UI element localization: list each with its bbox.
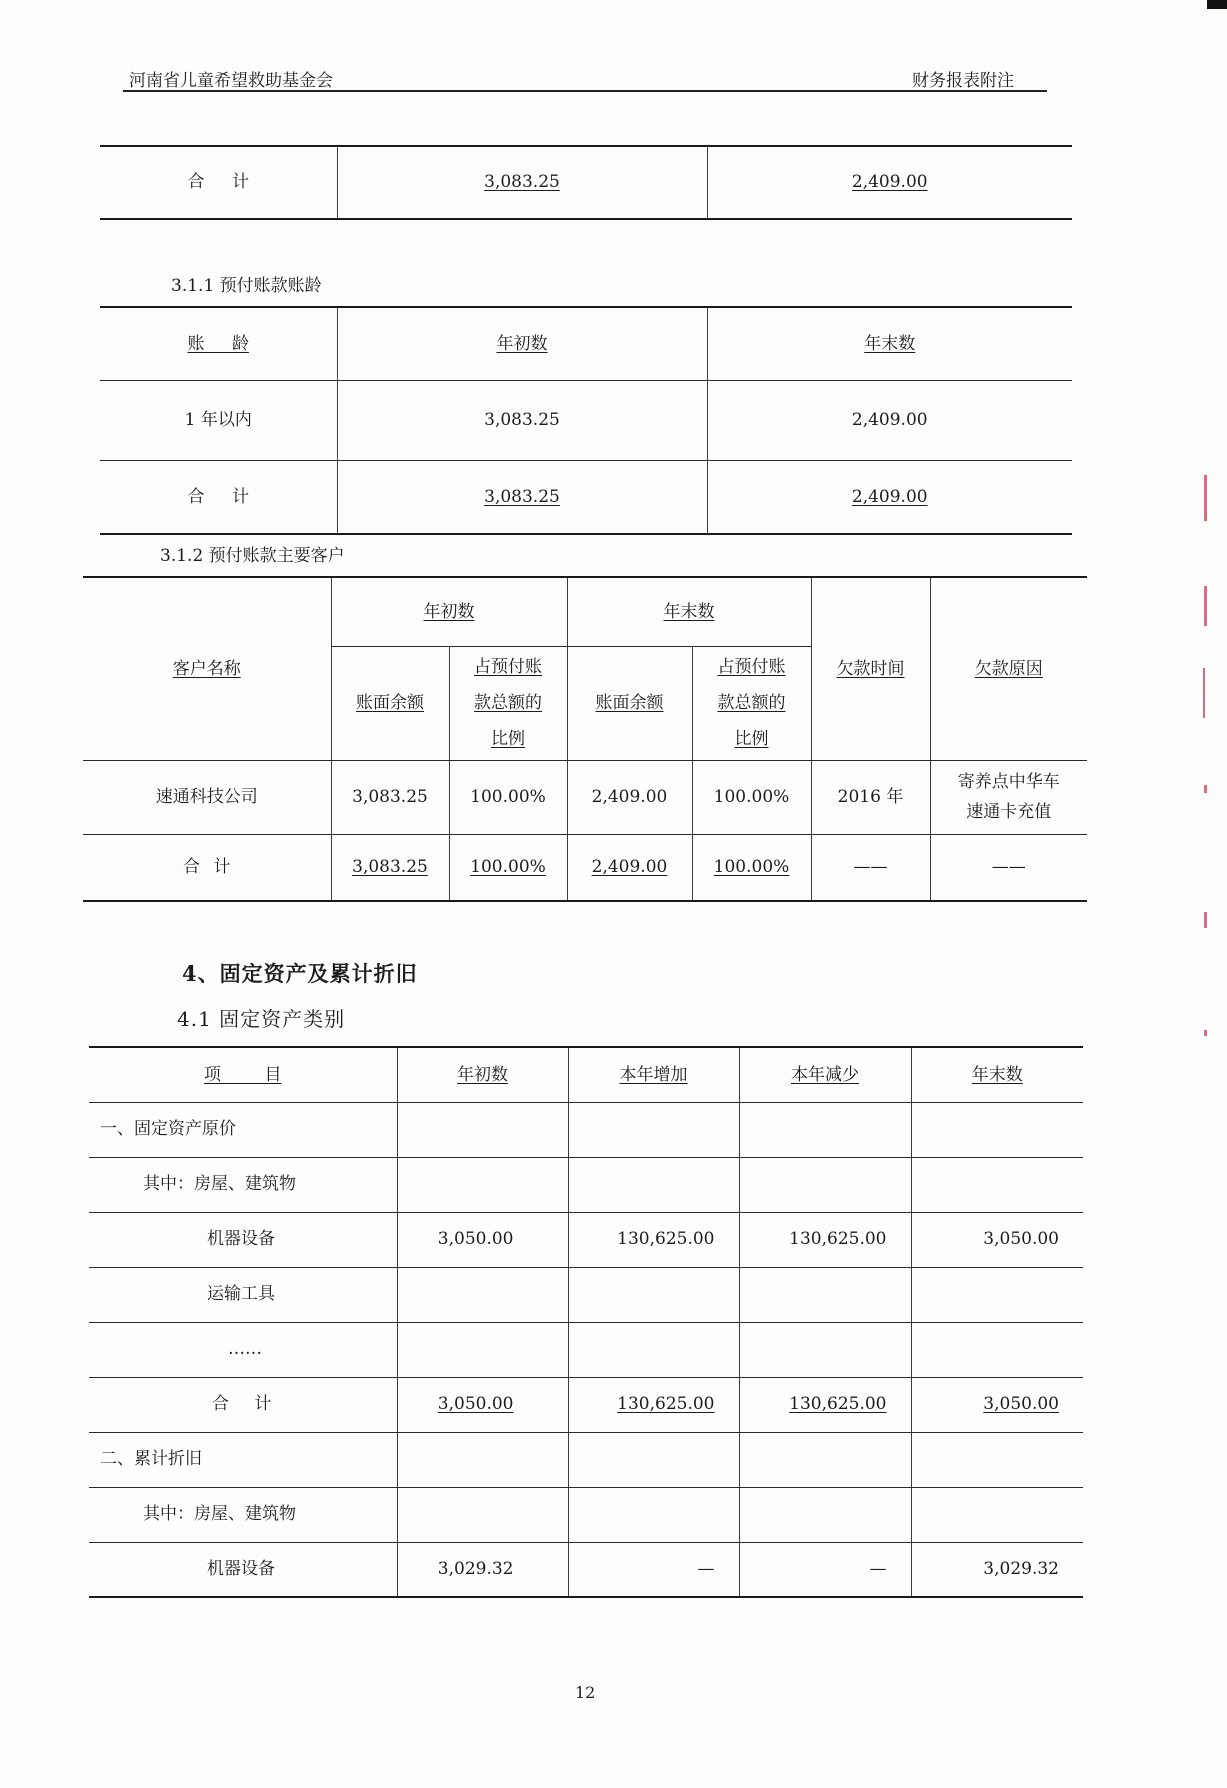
closing-value: 2,409.00 xyxy=(707,380,1072,460)
table-header-row xyxy=(100,307,1072,380)
table-row xyxy=(89,1212,1083,1267)
decrease-value: 130,625.00 xyxy=(739,1212,911,1267)
table-row xyxy=(89,1487,1083,1542)
row-label: …… xyxy=(89,1322,397,1377)
header-debt-time: 欠款时间 xyxy=(811,577,930,760)
header-opening-balance: 账面余额 xyxy=(331,646,449,760)
header-opening: 年初数 xyxy=(337,307,707,380)
closing-balance-total: 2,409.00 xyxy=(567,834,692,901)
header-closing-balance: 账面余额 xyxy=(567,646,692,760)
table-row xyxy=(100,146,1072,219)
row-label: 机器设备 xyxy=(89,1212,397,1267)
main-customers-table xyxy=(83,576,1087,902)
header-closing-ratio: 占预付账款总额的比例 xyxy=(692,646,811,760)
header-closing: 年末数 xyxy=(911,1047,1083,1102)
table-row-total xyxy=(100,460,1072,534)
header-debt-reason: 欠款原因 xyxy=(930,577,1087,760)
fixed-assets-table xyxy=(89,1046,1083,1598)
opening-value: 3,029.32 xyxy=(397,1542,568,1597)
aging-table xyxy=(100,306,1072,535)
increase-value: 130,625.00 xyxy=(568,1212,739,1267)
table-header-row xyxy=(89,1047,1083,1102)
closing-ratio-total: 100.00% xyxy=(692,834,811,901)
decrease-total: 130,625.00 xyxy=(739,1377,911,1432)
aging-section-title: 3.1.1 预付账款账龄 xyxy=(171,276,322,296)
debt-time: 2016 年 xyxy=(811,760,930,834)
page-number: 12 xyxy=(575,1683,596,1702)
scan-artifact xyxy=(1204,475,1207,521)
opening-total: 3,050.00 xyxy=(397,1377,568,1432)
scan-artifact xyxy=(1207,0,1227,9)
opening-balance: 3,083.25 xyxy=(331,760,449,834)
organization-name: 河南省儿童希望救助基金会 xyxy=(129,71,333,91)
header-item: 项 目 xyxy=(89,1047,397,1102)
opening-balance-total: 3,083.25 xyxy=(331,834,449,901)
debt-reason: 寄养点中华车速通卡充值 xyxy=(930,760,1087,834)
table-row-total xyxy=(89,1377,1083,1432)
header-customer-name: 客户名称 xyxy=(83,577,331,760)
header-increase: 本年增加 xyxy=(568,1047,739,1102)
increase-value: — xyxy=(568,1542,739,1597)
total-label: 合 计 xyxy=(100,146,337,219)
total-label: 合 计 xyxy=(89,1377,397,1432)
header-rule xyxy=(123,90,1047,92)
increase-total: 130,625.00 xyxy=(568,1377,739,1432)
table-row xyxy=(83,760,1087,834)
decrease-value: — xyxy=(739,1542,911,1597)
total-label: 合 计 xyxy=(100,460,337,534)
header-aging: 账 龄 xyxy=(100,307,337,380)
opening-value: 3,050.00 xyxy=(397,1212,568,1267)
header-closing: 年末数 xyxy=(707,307,1072,380)
table-row xyxy=(89,1542,1083,1597)
scan-artifact xyxy=(1203,668,1205,718)
closing-value: 3,050.00 xyxy=(911,1212,1083,1267)
opening-total: 3,083.25 xyxy=(337,146,707,219)
header-opening: 年初数 xyxy=(331,577,567,646)
row-label: 机器设备 xyxy=(89,1542,397,1597)
opening-ratio-total: 100.00% xyxy=(449,834,567,901)
table-row xyxy=(89,1432,1083,1487)
header-opening-ratio: 占预付账款总额的比例 xyxy=(449,646,567,760)
scan-artifact xyxy=(1204,785,1207,793)
scan-artifact xyxy=(1204,1030,1207,1036)
customer-name: 速通科技公司 xyxy=(83,760,331,834)
row-label: 二、累计折旧 xyxy=(89,1432,397,1487)
closing-value: 3,029.32 xyxy=(911,1542,1083,1597)
scan-artifact xyxy=(1204,912,1207,928)
row-label: 运输工具 xyxy=(89,1267,397,1322)
closing-total: 3,050.00 xyxy=(911,1377,1083,1432)
closing-ratio: 100.00% xyxy=(692,760,811,834)
header-opening: 年初数 xyxy=(397,1047,568,1102)
debt-reason-total: —— xyxy=(930,834,1087,901)
fixed-assets-section-title: 4、固定资产及累计折旧 xyxy=(182,961,418,986)
opening-ratio: 100.00% xyxy=(449,760,567,834)
total-label: 合 计 xyxy=(83,834,331,901)
scan-artifact xyxy=(1204,586,1207,626)
header-closing: 年末数 xyxy=(567,577,811,646)
closing-balance: 2,409.00 xyxy=(567,760,692,834)
aging-period: 1 年以内 xyxy=(100,380,337,460)
table-row-total xyxy=(83,834,1087,901)
table-row xyxy=(89,1102,1083,1157)
closing-total: 2,409.00 xyxy=(707,146,1072,219)
document-title: 财务报表附注 xyxy=(912,71,1014,91)
opening-total: 3,083.25 xyxy=(337,460,707,534)
debt-time-total: —— xyxy=(811,834,930,901)
closing-total: 2,409.00 xyxy=(707,460,1072,534)
table-header-row xyxy=(83,577,1087,646)
table-row xyxy=(100,380,1072,460)
row-label: 其中：房屋、建筑物 xyxy=(89,1487,397,1542)
table-row xyxy=(89,1157,1083,1212)
table-row xyxy=(89,1267,1083,1322)
row-label: 其中：房屋、建筑物 xyxy=(89,1157,397,1212)
fixed-assets-category-title: 4.1 固定资产类别 xyxy=(177,1007,346,1031)
customers-section-title: 3.1.2 预付账款主要客户 xyxy=(160,546,345,566)
table-row xyxy=(89,1322,1083,1377)
prepayment-total-table xyxy=(100,145,1072,220)
row-label: 一、固定资产原价 xyxy=(89,1102,397,1157)
opening-value: 3,083.25 xyxy=(337,380,707,460)
header-decrease: 本年减少 xyxy=(739,1047,911,1102)
